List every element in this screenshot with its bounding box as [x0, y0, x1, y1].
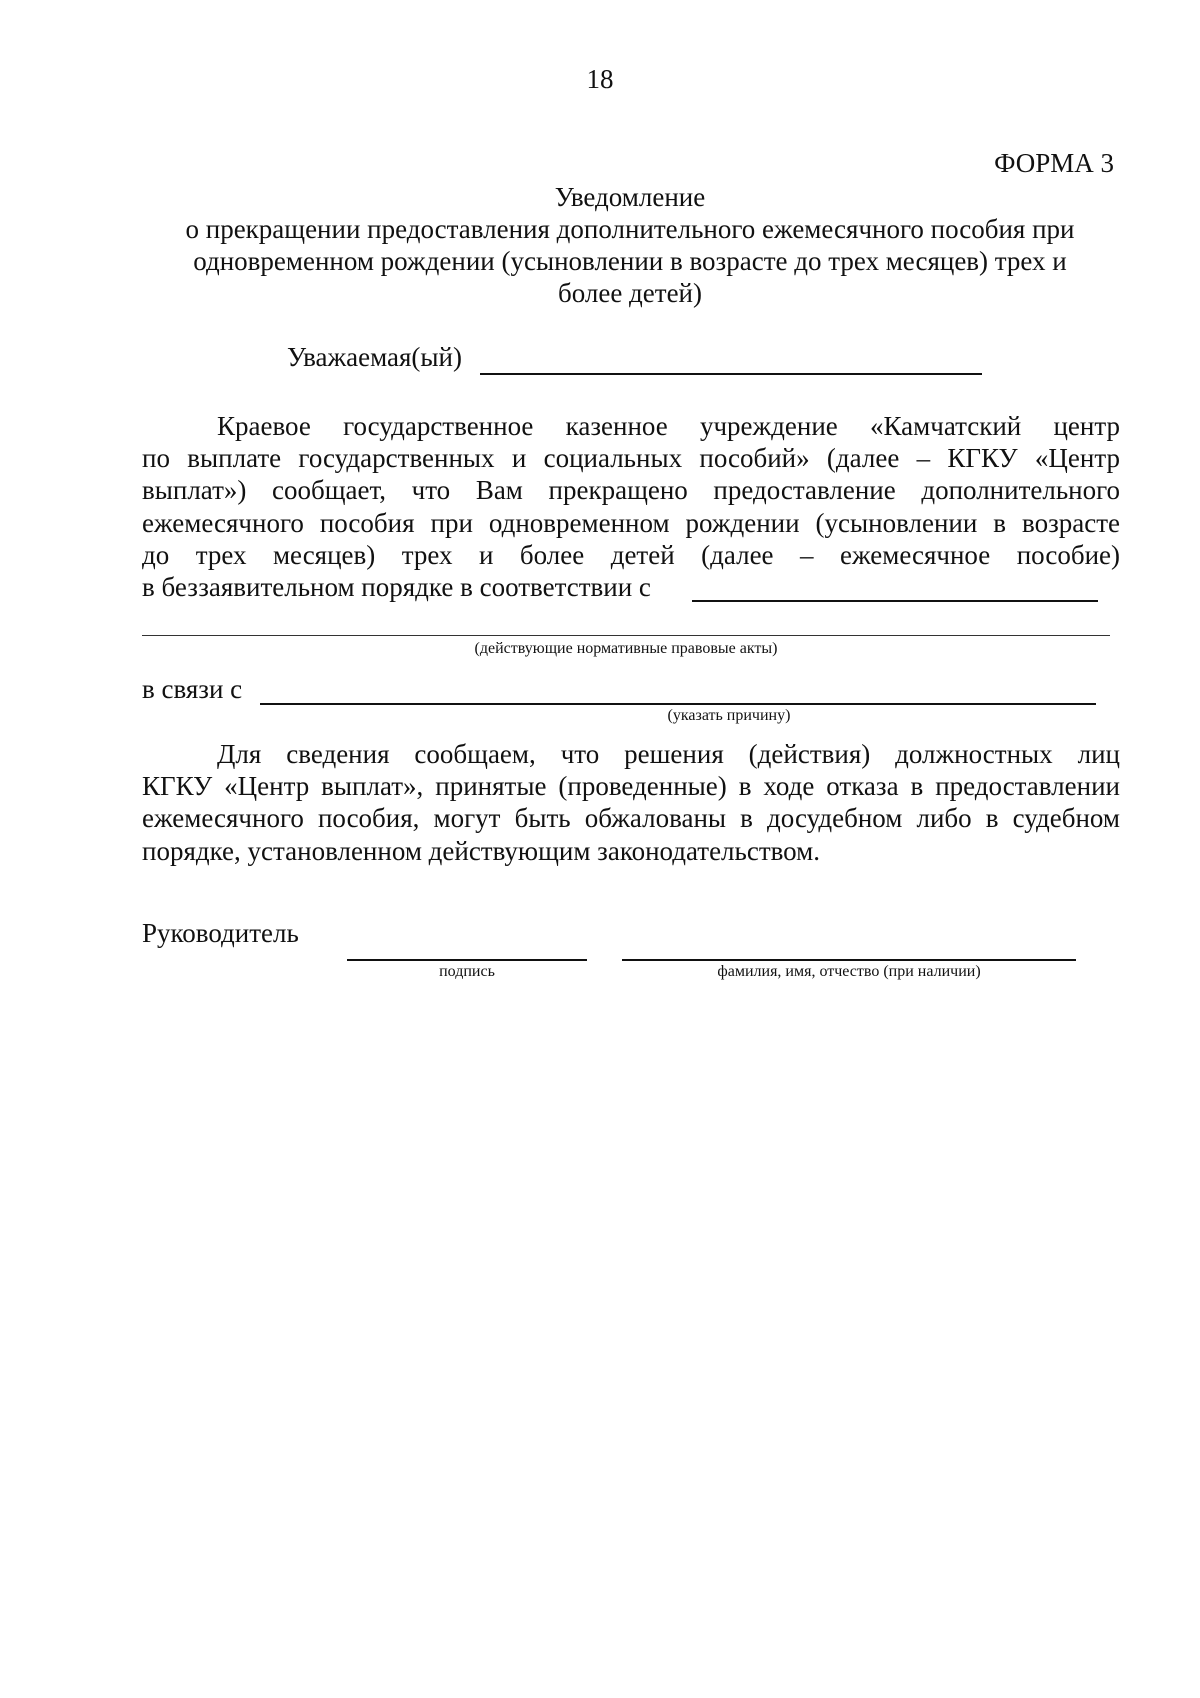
signature-blank[interactable]: [347, 959, 587, 961]
reason-label: в связи с: [142, 674, 243, 704]
paragraph-line: КГКУ «Центр выплат», принятые (проведенные) в ходе отказа в предоставлении: [142, 771, 1120, 802]
title-line-3: одновременном рождении (усыновлении в возрасте до трех месяцев) трех и: [193, 246, 1067, 276]
reason-caption: (указать причину): [667, 707, 791, 724]
paragraph-line: до трех месяцев) трех и более детей (далее – ежемесячное пособие): [142, 539, 1120, 570]
reason-blank[interactable]: [260, 703, 1096, 705]
recipient-name-blank[interactable]: [480, 373, 982, 375]
document-title: [140, 181, 1120, 309]
signature-caption: подпись: [439, 963, 495, 980]
title-line-1: Уведомление: [554, 182, 706, 212]
paragraph-line: Краевое государственное казенное учреждение «Камчатский центр: [217, 411, 1120, 441]
paragraph-line: выплат») сообщает, что Вам прекращено предоставление дополнительного: [142, 475, 1120, 506]
paragraph-line: ежемесячного пособия при одновременном рождении (усыновлении в возрасте: [142, 507, 1120, 538]
title-line-4: более детей): [557, 278, 703, 308]
paragraph-line: порядке, установленном действующим законодательством.: [142, 835, 821, 866]
full-name-blank[interactable]: [622, 959, 1076, 961]
legal-basis-blank[interactable]: [692, 600, 1098, 602]
legal-acts-blank[interactable]: [142, 635, 1110, 636]
title-line-2: о прекращении предоставления дополнительного ежемесячного пособия при: [185, 214, 1075, 244]
signature-title: Руководитель: [142, 918, 299, 948]
paragraph-line: в беззаявительном порядке в соответствии с: [142, 572, 651, 603]
form-label: ФОРМА 3: [994, 148, 1114, 178]
paragraph-line: Для сведения сообщаем, что решения (действия) должностных лиц: [217, 739, 1120, 769]
page-number: 18: [586, 64, 614, 94]
notification-paragraph: [142, 410, 1120, 603]
legal-acts-caption: (действующие нормативные правовые акты): [474, 640, 778, 657]
appeal-paragraph: [142, 738, 1120, 867]
paragraph-line: ежемесячного пособия, могут быть обжалованы в досудебном либо в судебном: [142, 803, 1120, 834]
greeting-label: Уважаемая(ый): [287, 342, 462, 372]
paragraph-line: по выплате государственных и социальных пособий» (далее – КГКУ «Центр: [142, 443, 1120, 474]
full-name-caption: фамилия, имя, отчество (при наличии): [717, 963, 981, 980]
